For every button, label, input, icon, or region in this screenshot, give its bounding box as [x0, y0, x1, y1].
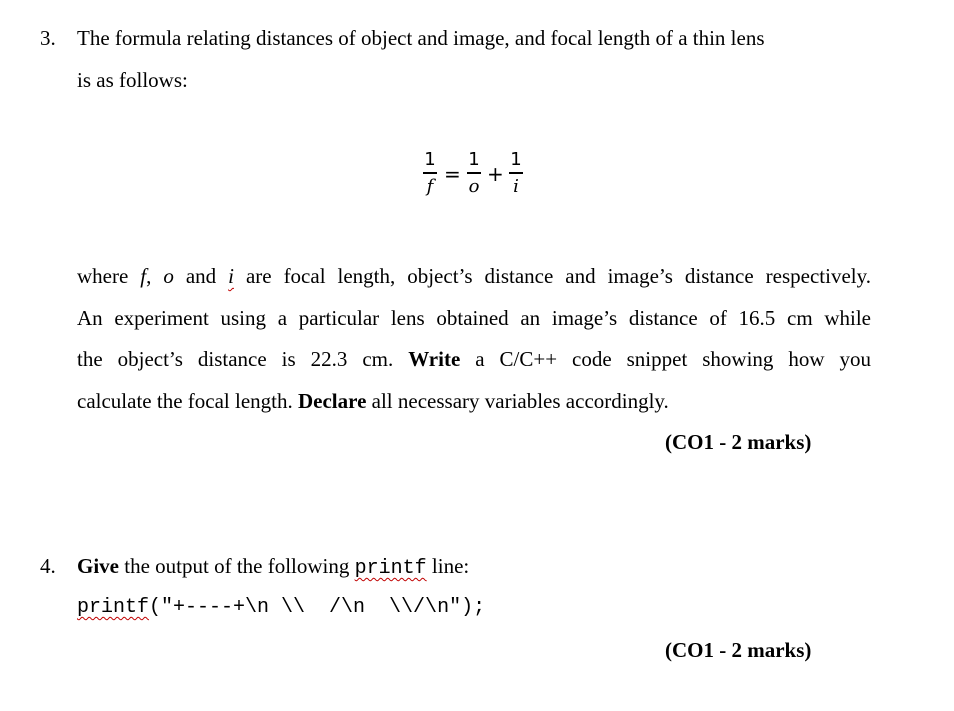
- variable-o: o: [163, 264, 174, 288]
- code-line-printf: [77, 596, 485, 620]
- emphasis-give: Give: [77, 554, 119, 578]
- fraction-1-over-i: [507, 150, 525, 197]
- question-3-line-2: is as follows:: [77, 68, 188, 92]
- denominator: o: [468, 175, 480, 197]
- numerator: 1: [468, 149, 480, 170]
- question-3-marks: (CO1 - 2 marks): [665, 430, 812, 454]
- question-4-line: [77, 554, 469, 581]
- fraction-bar: [423, 172, 437, 174]
- variable-f: f: [140, 264, 147, 288]
- text-and: and: [173, 264, 229, 288]
- code-arguments: ("+----+\n \\ /\n \\/\n");: [149, 596, 486, 619]
- text-definitions: are focal length, object’s distance and image’s distance respectively.: [233, 264, 872, 288]
- text: calculate the focal length.: [77, 389, 298, 413]
- fraction-bar: [467, 172, 481, 174]
- denominator: i: [513, 175, 519, 197]
- text-where: where: [77, 264, 141, 288]
- denominator: f: [426, 175, 434, 197]
- numerator: 1: [424, 149, 436, 170]
- numerator: 1: [510, 149, 522, 170]
- text: all necessary variables accordingly.: [366, 389, 669, 413]
- fraction-1-over-f: [421, 150, 439, 197]
- question-3-number: 3.: [40, 26, 56, 50]
- question-3-paragraph-line-2: An experiment using a particular lens obtained an image’s distance of 16.5 cm while: [77, 306, 871, 330]
- question-3-line-1: The formula relating distances of object and image, and focal length of a thin lens: [77, 26, 765, 50]
- code-function-name: printf: [77, 596, 150, 619]
- plus-sign: +: [487, 162, 504, 186]
- text: line:: [426, 554, 470, 578]
- variable-i: i: [228, 264, 234, 288]
- text: a C/C++ code snippet showing how you: [460, 347, 871, 371]
- text: the output of the following: [119, 554, 355, 578]
- question-3-paragraph-line-3: [77, 347, 871, 371]
- fraction-bar: [509, 172, 523, 174]
- text: the object’s distance is 22.3 cm.: [77, 347, 409, 371]
- question-3-paragraph-line-1: [77, 264, 871, 288]
- equals-sign: =: [444, 162, 461, 186]
- question-4-number: 4.: [40, 554, 56, 578]
- inline-code-printf: printf: [354, 557, 427, 580]
- question-4-marks: (CO1 - 2 marks): [665, 638, 812, 662]
- fraction-1-over-o: [465, 150, 483, 197]
- emphasis-declare: Declare: [297, 389, 367, 413]
- question-3-paragraph-line-4: [77, 389, 669, 413]
- text-comma: ,: [146, 264, 164, 288]
- emphasis-write: Write: [408, 347, 461, 371]
